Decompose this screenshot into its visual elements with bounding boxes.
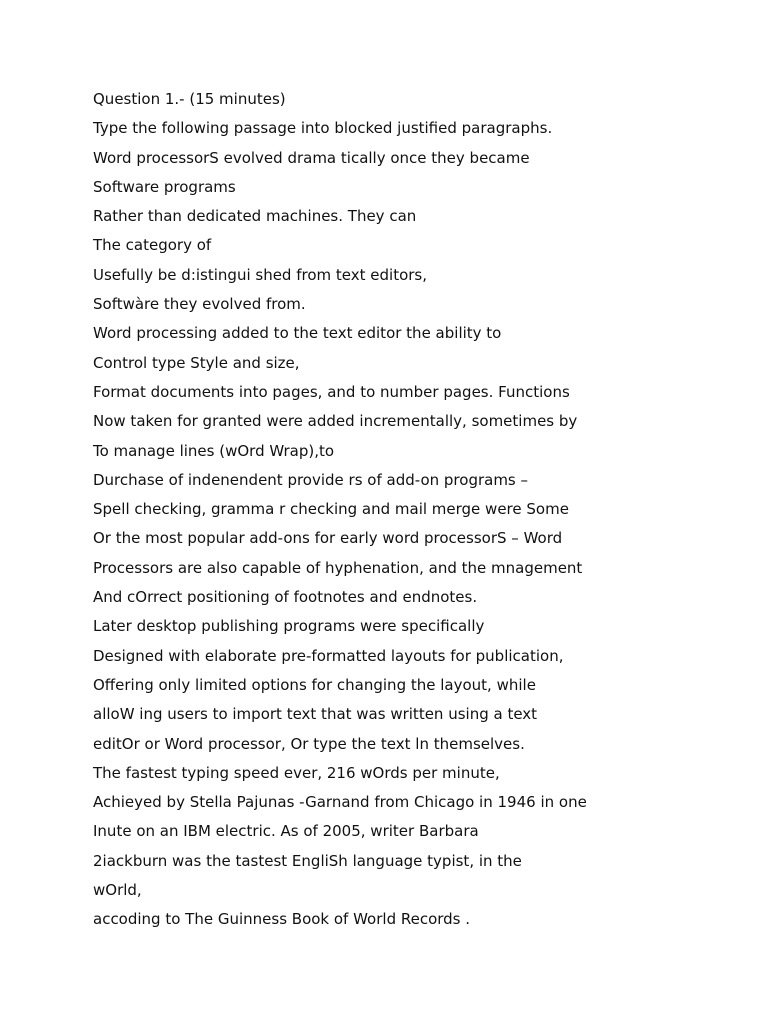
passage-line: Format documents into pages, and to number pages. Functions — [93, 382, 570, 401]
passage-line: And cOrrect positioning of footnotes and endnotes. — [93, 588, 478, 607]
passage-line: Offering only limited options for changing the layout, while — [93, 675, 536, 694]
passage-line: Softwàre they evolved from. — [93, 295, 306, 314]
passage-line: The fastest typing speed ever, 216 wOrds per minute, — [93, 763, 500, 782]
passage-line: Now taken for granted were added incrementally, sometimes by — [93, 412, 578, 431]
passage-line: Inute on an IBM electric. As of 2005, writer Barbara — [93, 822, 479, 841]
passage-line: Software programs — [93, 177, 236, 196]
passage-line: Designed with elaborate pre-formatted layouts for publication, — [93, 646, 564, 665]
instruction-line: Type the following passage into blocked justified paragraphs. — [93, 119, 553, 138]
passage-line: Or the most popular add-ons for early word processorS – Word — [93, 529, 563, 548]
document-text — [93, 85, 733, 935]
question-heading: Question 1.- (15 minutes) — [93, 90, 286, 108]
passage-line: Word processing added to the text editor the ability to — [93, 324, 502, 343]
passage-line: Usefully be d:istingui shed from text editors, — [93, 265, 427, 284]
passage-line: Achieyed by Stella Pajunas -Garnand from Chicago in 1946 in one — [93, 793, 587, 812]
passage-line: To manage lines (wOrd Wrap),to — [93, 441, 335, 460]
passage-line: Control type Style and size, — [93, 353, 300, 372]
passage-line: Processors are also capable of hyphenation, and the mnagement — [93, 558, 583, 577]
passage-line: Later desktop publishing programs were specifically — [93, 617, 485, 636]
passage-line: 2iackburn was the tastest EngliSh language typist, in the — [93, 851, 522, 870]
passage-line: wOrld, — [93, 881, 142, 900]
passage-line: Spell checking, gramma r checking and mail merge were Some — [93, 500, 569, 519]
passage-line: editOr or Word processor, Or type the text ln themselves. — [93, 734, 525, 753]
passage-line: accoding to The Guinness Book of World Records . — [93, 910, 471, 929]
passage-line: Durchase of indenendent provide rs of add-on programs – — [93, 470, 529, 489]
passage-line: Rather than dedicated machines. They can — [93, 207, 417, 226]
passage-line: The category of — [93, 236, 212, 255]
passage-line: Word processorS evolved drama tically once they became — [93, 148, 530, 167]
passage-line: alloW ing users to import text that was written using a text — [93, 705, 538, 724]
